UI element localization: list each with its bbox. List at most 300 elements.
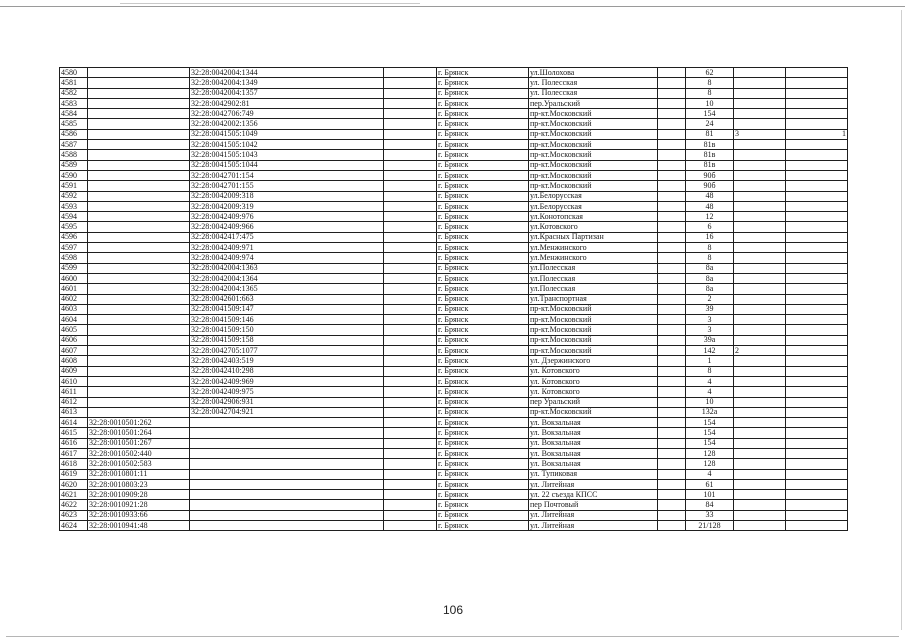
- table-row: [60, 448, 848, 458]
- street-cell: ул. Дзержинского: [529, 356, 658, 366]
- table-row: [60, 407, 848, 417]
- cadastral-number-cell: 32:28:0042902:81: [190, 98, 384, 108]
- empty-cell: [384, 150, 437, 160]
- street-cell: пр-кт.Московский: [529, 325, 658, 335]
- house-number-cell: 33: [686, 510, 734, 520]
- empty-cell: [384, 438, 437, 448]
- cadastral-number-cell: [190, 438, 384, 448]
- page-number: 106: [443, 603, 464, 617]
- cadastral-number-cell: 32:28:0041509:158: [190, 335, 384, 345]
- extra-value-cell: [786, 98, 848, 108]
- house-number-cell: 39: [686, 304, 734, 314]
- extra-value-cell: [786, 88, 848, 98]
- house-number-cell: 8а: [686, 273, 734, 283]
- house-number-cell: 10: [686, 98, 734, 108]
- row-number-cell: 4598: [60, 253, 88, 263]
- extra-value-cell: [786, 109, 848, 119]
- row-number-cell: 4606: [60, 335, 88, 345]
- house-number-cell: 8: [686, 88, 734, 98]
- empty-cell: [384, 335, 437, 345]
- empty-cell: [384, 387, 437, 397]
- cadastral-number-cell: [88, 284, 190, 294]
- extra-value-cell: [786, 325, 848, 335]
- extra-value-cell: [734, 418, 786, 428]
- table-row: [60, 335, 848, 345]
- cadastral-number-cell: [88, 88, 190, 98]
- city-cell: г. Брянск: [437, 366, 529, 376]
- empty-cell: [658, 253, 686, 263]
- house-number-cell: 90б: [686, 181, 734, 191]
- row-number-cell: 4613: [60, 407, 88, 417]
- street-cell: ул. Котовского: [529, 366, 658, 376]
- empty-cell: [658, 366, 686, 376]
- empty-cell: [384, 407, 437, 417]
- table-row: [60, 263, 848, 273]
- extra-value-cell: [786, 490, 848, 500]
- row-number-cell: 4624: [60, 521, 88, 531]
- cadastral-number-cell: [88, 243, 190, 253]
- extra-value-cell: 2: [734, 346, 786, 356]
- extra-value-cell: [734, 243, 786, 253]
- empty-cell: [384, 490, 437, 500]
- extra-value-cell: 3: [734, 129, 786, 139]
- cadastral-number-cell: 32:28:0041505:1044: [190, 160, 384, 170]
- row-number-cell: 4622: [60, 500, 88, 510]
- cadastral-number-cell: [88, 109, 190, 119]
- street-cell: пр-кт.Московский: [529, 140, 658, 150]
- house-number-cell: 4: [686, 387, 734, 397]
- extra-value-cell: [786, 315, 848, 325]
- cadastral-number-cell: 32:28:0042009:319: [190, 201, 384, 211]
- empty-cell: [658, 387, 686, 397]
- city-cell: г. Брянск: [437, 335, 529, 345]
- extra-value-cell: [786, 273, 848, 283]
- extra-value-cell: [734, 140, 786, 150]
- empty-cell: [384, 273, 437, 283]
- house-number-cell: 1: [686, 356, 734, 366]
- extra-value-cell: [734, 500, 786, 510]
- city-cell: г. Брянск: [437, 479, 529, 489]
- city-cell: г. Брянск: [437, 68, 529, 78]
- extra-value-cell: [786, 140, 848, 150]
- street-cell: пер Почтовый: [529, 500, 658, 510]
- cadastral-number-cell: [88, 181, 190, 191]
- cadastral-number-cell: 32:28:0041505:1042: [190, 140, 384, 150]
- cadastral-number-cell: [190, 521, 384, 531]
- extra-value-cell: [734, 335, 786, 345]
- empty-cell: [384, 243, 437, 253]
- house-number-cell: 8а: [686, 284, 734, 294]
- extra-value-cell: [786, 232, 848, 242]
- extra-value-cell: [786, 78, 848, 88]
- empty-cell: [658, 438, 686, 448]
- street-cell: ул.Менжинского: [529, 253, 658, 263]
- city-cell: г. Брянск: [437, 170, 529, 180]
- extra-value-cell: [786, 510, 848, 520]
- table-row: [60, 325, 848, 335]
- extra-value-cell: [734, 170, 786, 180]
- extra-value-cell: [734, 181, 786, 191]
- extra-value-cell: [734, 479, 786, 489]
- empty-cell: [658, 88, 686, 98]
- cadastral-number-cell: [88, 387, 190, 397]
- city-cell: г. Брянск: [437, 387, 529, 397]
- empty-cell: [384, 78, 437, 88]
- extra-value-cell: [786, 397, 848, 407]
- empty-cell: [658, 448, 686, 458]
- extra-value-cell: [734, 232, 786, 242]
- row-number-cell: 4596: [60, 232, 88, 242]
- empty-cell: [384, 222, 437, 232]
- cadastral-number-cell: [190, 418, 384, 428]
- cadastral-number-cell: [190, 479, 384, 489]
- cadastral-number-cell: 32:28:0042403:519: [190, 356, 384, 366]
- city-cell: г. Брянск: [437, 140, 529, 150]
- cadastral-number-cell: 32:28:0042004:1357: [190, 88, 384, 98]
- empty-cell: [658, 356, 686, 366]
- empty-cell: [658, 521, 686, 531]
- house-number-cell: 84: [686, 500, 734, 510]
- street-cell: пр-кт.Московский: [529, 346, 658, 356]
- table-row: [60, 232, 848, 242]
- cadastral-number-cell: 32:28:0042004:1365: [190, 284, 384, 294]
- street-cell: ул.Транспортная: [529, 294, 658, 304]
- city-cell: г. Брянск: [437, 407, 529, 417]
- cadastral-number-cell: 32:28:0010803:23: [88, 479, 190, 489]
- empty-cell: [384, 428, 437, 438]
- empty-cell: [658, 191, 686, 201]
- table-row: [60, 366, 848, 376]
- empty-cell: [384, 294, 437, 304]
- empty-cell: [658, 294, 686, 304]
- empty-cell: [658, 346, 686, 356]
- extra-value-cell: [786, 521, 848, 531]
- city-cell: г. Брянск: [437, 315, 529, 325]
- row-number-cell: 4621: [60, 490, 88, 500]
- table-row: [60, 170, 848, 180]
- row-number-cell: 4617: [60, 448, 88, 458]
- house-number-cell: 6: [686, 222, 734, 232]
- empty-cell: [658, 68, 686, 78]
- table-row: [60, 68, 848, 78]
- cadastral-number-cell: [190, 448, 384, 458]
- table-row: [60, 140, 848, 150]
- empty-cell: [384, 109, 437, 119]
- cadastral-number-cell: [190, 510, 384, 520]
- extra-value-cell: [786, 376, 848, 386]
- cadastral-number-cell: [88, 335, 190, 345]
- house-number-cell: 4: [686, 376, 734, 386]
- extra-value-cell: [786, 428, 848, 438]
- extra-value-cell: [734, 98, 786, 108]
- empty-cell: [658, 129, 686, 139]
- empty-cell: [658, 78, 686, 88]
- empty-cell: [658, 325, 686, 335]
- house-number-cell: 81: [686, 129, 734, 139]
- cadastral-number-cell: [88, 232, 190, 242]
- cadastral-number-cell: [88, 201, 190, 211]
- scan-edge-line: [6, 636, 899, 637]
- extra-value-cell: [786, 263, 848, 273]
- city-cell: г. Брянск: [437, 201, 529, 211]
- city-cell: г. Брянск: [437, 232, 529, 242]
- street-cell: ул.Полесская: [529, 263, 658, 273]
- house-number-cell: 16: [686, 232, 734, 242]
- house-number-cell: 21/128: [686, 521, 734, 531]
- cadastral-number-cell: [190, 459, 384, 469]
- extra-value-cell: [786, 500, 848, 510]
- table-row: [60, 98, 848, 108]
- extra-value-cell: [734, 304, 786, 314]
- extra-value-cell: [734, 191, 786, 201]
- cadastral-number-cell: 32:28:0010502:440: [88, 448, 190, 458]
- empty-cell: [658, 397, 686, 407]
- empty-cell: [658, 510, 686, 520]
- empty-cell: [658, 284, 686, 294]
- row-number-cell: 4583: [60, 98, 88, 108]
- city-cell: г. Брянск: [437, 88, 529, 98]
- house-number-cell: 154: [686, 109, 734, 119]
- cadastral-number-cell: 32:28:0042417:475: [190, 232, 384, 242]
- table-row: [60, 212, 848, 222]
- cadastral-number-cell: 32:28:0042409:971: [190, 243, 384, 253]
- cadastral-number-cell: [88, 68, 190, 78]
- cadastral-number-cell: [88, 304, 190, 314]
- cadastral-number-cell: 32:28:0042004:1364: [190, 273, 384, 283]
- table-row: [60, 397, 848, 407]
- extra-value-cell: 1: [786, 129, 848, 139]
- row-number-cell: 4615: [60, 428, 88, 438]
- city-cell: г. Брянск: [437, 181, 529, 191]
- empty-cell: [384, 376, 437, 386]
- table-row: [60, 459, 848, 469]
- cadastral-number-cell: 32:28:0010933:66: [88, 510, 190, 520]
- city-cell: г. Брянск: [437, 78, 529, 88]
- extra-value-cell: [786, 253, 848, 263]
- extra-value-cell: [734, 356, 786, 366]
- street-cell: ул. Вокзальная: [529, 418, 658, 428]
- extra-value-cell: [734, 253, 786, 263]
- row-number-cell: 4593: [60, 201, 88, 211]
- city-cell: г. Брянск: [437, 294, 529, 304]
- row-number-cell: 4595: [60, 222, 88, 232]
- street-cell: ул.Белорусская: [529, 191, 658, 201]
- house-number-cell: 132а: [686, 407, 734, 417]
- house-number-cell: 48: [686, 191, 734, 201]
- extra-value-cell: [786, 160, 848, 170]
- empty-cell: [658, 232, 686, 242]
- row-number-cell: 4584: [60, 109, 88, 119]
- house-number-cell: 8а: [686, 263, 734, 273]
- row-number-cell: 4618: [60, 459, 88, 469]
- row-number-cell: 4591: [60, 181, 88, 191]
- empty-cell: [658, 243, 686, 253]
- street-cell: пр-кт.Московский: [529, 160, 658, 170]
- city-cell: г. Брянск: [437, 98, 529, 108]
- cadastral-number-cell: [88, 160, 190, 170]
- cadastral-number-cell: [88, 366, 190, 376]
- cadastral-number-cell: [88, 315, 190, 325]
- city-cell: г. Брянск: [437, 253, 529, 263]
- empty-cell: [658, 428, 686, 438]
- empty-cell: [658, 181, 686, 191]
- row-number-cell: 4614: [60, 418, 88, 428]
- house-number-cell: 101: [686, 490, 734, 500]
- table-row: [60, 181, 848, 191]
- empty-cell: [658, 212, 686, 222]
- street-cell: пер Уральский: [529, 397, 658, 407]
- house-number-cell: 8: [686, 253, 734, 263]
- street-cell: ул. Вокзальная: [529, 428, 658, 438]
- table-row: [60, 88, 848, 98]
- house-number-cell: 154: [686, 438, 734, 448]
- house-number-cell: 48: [686, 201, 734, 211]
- cadastral-number-cell: [190, 469, 384, 479]
- city-cell: г. Брянск: [437, 448, 529, 458]
- street-cell: ул.Полесская: [529, 273, 658, 283]
- house-number-cell: 12: [686, 212, 734, 222]
- cadastral-number-cell: 32:28:0041509:147: [190, 304, 384, 314]
- row-number-cell: 4600: [60, 273, 88, 283]
- row-number-cell: 4620: [60, 479, 88, 489]
- row-number-cell: 4585: [60, 119, 88, 129]
- street-cell: пр-кт.Московский: [529, 150, 658, 160]
- street-cell: ул. Тупиковая: [529, 469, 658, 479]
- cadastral-number-cell: 32:28:0041505:1049: [190, 129, 384, 139]
- extra-value-cell: [786, 335, 848, 345]
- cadastral-number-cell: 32:28:0041509:150: [190, 325, 384, 335]
- city-cell: г. Брянск: [437, 469, 529, 479]
- extra-value-cell: [734, 212, 786, 222]
- street-cell: пр-кт.Московский: [529, 335, 658, 345]
- extra-value-cell: [734, 448, 786, 458]
- city-cell: г. Брянск: [437, 273, 529, 283]
- table-row: [60, 150, 848, 160]
- empty-cell: [384, 346, 437, 356]
- empty-cell: [658, 304, 686, 314]
- row-number-cell: 4608: [60, 356, 88, 366]
- row-number-cell: 4619: [60, 469, 88, 479]
- empty-cell: [658, 98, 686, 108]
- empty-cell: [658, 407, 686, 417]
- empty-cell: [658, 315, 686, 325]
- cadastral-number-cell: [88, 253, 190, 263]
- empty-cell: [384, 68, 437, 78]
- house-number-cell: 128: [686, 459, 734, 469]
- empty-cell: [384, 232, 437, 242]
- empty-cell: [384, 140, 437, 150]
- extra-value-cell: [734, 284, 786, 294]
- scan-edge-line: [120, 3, 420, 4]
- street-cell: ул. Полесская: [529, 88, 658, 98]
- cadastral-number-cell: 32:28:0042701:154: [190, 170, 384, 180]
- extra-value-cell: [734, 68, 786, 78]
- cadastral-number-cell: [88, 376, 190, 386]
- house-number-cell: 154: [686, 418, 734, 428]
- cadastral-number-cell: [88, 119, 190, 129]
- cadastral-number-cell: 32:28:0042409:966: [190, 222, 384, 232]
- table-row: [60, 500, 848, 510]
- empty-cell: [658, 263, 686, 273]
- house-number-cell: 39а: [686, 335, 734, 345]
- cadastral-number-cell: [88, 407, 190, 417]
- street-cell: ул.Менжинского: [529, 243, 658, 253]
- cadastral-number-cell: 32:28:0042409:969: [190, 376, 384, 386]
- street-cell: ул. 22 съезда КПСС: [529, 490, 658, 500]
- extra-value-cell: [786, 448, 848, 458]
- cadastral-number-cell: [88, 170, 190, 180]
- table-row: [60, 294, 848, 304]
- city-cell: г. Брянск: [437, 222, 529, 232]
- cadastral-number-cell: [88, 129, 190, 139]
- table-row: [60, 243, 848, 253]
- empty-cell: [384, 88, 437, 98]
- extra-value-cell: [734, 201, 786, 211]
- city-cell: г. Брянск: [437, 356, 529, 366]
- extra-value-cell: [734, 469, 786, 479]
- extra-value-cell: [734, 222, 786, 232]
- extra-value-cell: [734, 397, 786, 407]
- table-row: [60, 119, 848, 129]
- extra-value-cell: [786, 294, 848, 304]
- empty-cell: [658, 459, 686, 469]
- house-number-cell: 4: [686, 469, 734, 479]
- city-cell: г. Брянск: [437, 263, 529, 273]
- empty-cell: [658, 479, 686, 489]
- empty-cell: [384, 98, 437, 108]
- empty-cell: [658, 109, 686, 119]
- city-cell: г. Брянск: [437, 325, 529, 335]
- street-cell: ул.Конотопская: [529, 212, 658, 222]
- street-cell: пер.Уральский: [529, 98, 658, 108]
- extra-value-cell: [786, 479, 848, 489]
- cadastral-number-cell: [88, 222, 190, 232]
- table-row: [60, 490, 848, 500]
- cadastral-number-cell: [88, 397, 190, 407]
- cadastral-number-cell: 32:28:0042705:1077: [190, 346, 384, 356]
- cadastral-number-cell: 32:28:0042409:975: [190, 387, 384, 397]
- row-number-cell: 4604: [60, 315, 88, 325]
- street-cell: ул.Полесская: [529, 284, 658, 294]
- table-row: [60, 304, 848, 314]
- city-cell: г. Брянск: [437, 428, 529, 438]
- empty-cell: [384, 263, 437, 273]
- street-cell: ул. Литейная: [529, 510, 658, 520]
- empty-cell: [384, 119, 437, 129]
- row-number-cell: 4623: [60, 510, 88, 520]
- street-cell: пр-кт.Московский: [529, 129, 658, 139]
- street-cell: пр-кт.Московский: [529, 119, 658, 129]
- empty-cell: [658, 273, 686, 283]
- table-row: [60, 376, 848, 386]
- house-number-cell: 142: [686, 346, 734, 356]
- empty-cell: [384, 459, 437, 469]
- table-row: [60, 356, 848, 366]
- street-cell: пр-кт.Московский: [529, 407, 658, 417]
- empty-cell: [658, 201, 686, 211]
- empty-cell: [384, 304, 437, 314]
- empty-cell: [384, 418, 437, 428]
- extra-value-cell: [786, 304, 848, 314]
- row-number-cell: 4586: [60, 129, 88, 139]
- cadastral-number-cell: [88, 212, 190, 222]
- cadastral-number-cell: [88, 263, 190, 273]
- empty-cell: [658, 140, 686, 150]
- table-row: [60, 428, 848, 438]
- house-number-cell: 3: [686, 325, 734, 335]
- city-cell: г. Брянск: [437, 459, 529, 469]
- extra-value-cell: [786, 68, 848, 78]
